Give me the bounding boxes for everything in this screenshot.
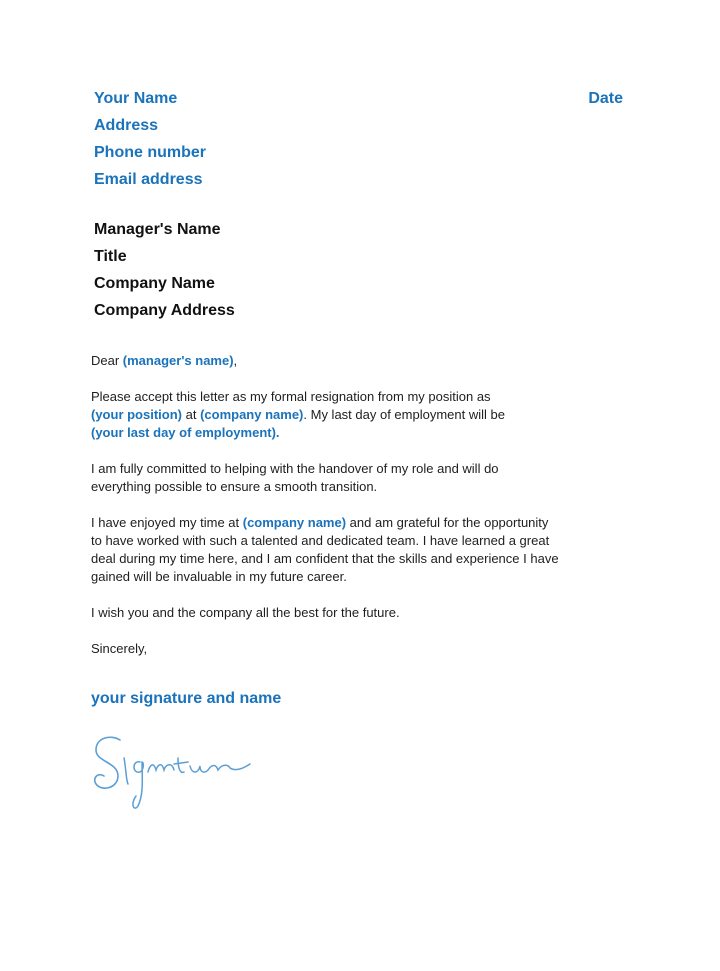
p1-at: at <box>182 407 201 422</box>
recipient-title: Title <box>94 248 127 265</box>
paragraph-resignation <box>91 388 631 442</box>
sender-email: Email address <box>94 171 203 188</box>
recipient-company-name: Company Name <box>94 275 215 292</box>
sender-address: Address <box>94 117 159 134</box>
fill-last-day: (your last day of employment). <box>91 425 280 440</box>
paragraph-gratitude <box>91 514 631 586</box>
paragraph-wishes: I wish you and the company all the best for the future. <box>91 605 400 620</box>
letter-body <box>91 352 631 658</box>
signature-label: your signature and name <box>91 690 282 707</box>
p1-last-day-text: . My last day of employment will be <box>303 407 505 422</box>
closing: Sincerely, <box>91 641 148 656</box>
letter-date: Date <box>588 90 623 107</box>
fill-company-name: (company name) <box>200 407 304 422</box>
recipient-company-address: Company Address <box>94 302 235 319</box>
fill-your-position: (your position) <box>91 407 182 422</box>
handwritten-signature <box>88 728 268 818</box>
recipient-manager-name: Manager's Name <box>94 221 221 238</box>
p2-line2: everything possible to ensure a smooth transition. <box>91 479 378 494</box>
p2-line1: I am fully committed to helping with the handover of my role and will do <box>91 461 499 476</box>
p3-end: and am grateful for the opportunity <box>346 515 549 530</box>
p3-start: I have enjoyed my time at <box>91 515 243 530</box>
sender-name: Your Name <box>94 90 178 107</box>
fill-company-name-2: (company name) <box>242 515 347 530</box>
p3-line2: to have worked with such a talented and dedicated team. I have learned a great <box>91 533 550 548</box>
recipient-block <box>94 219 235 327</box>
paragraph-handover <box>91 460 631 496</box>
sender-block <box>94 88 654 196</box>
salutation <box>91 352 631 370</box>
p3-line4: gained will be invaluable in my future career. <box>91 569 347 584</box>
salutation-prefix: Dear <box>91 353 123 368</box>
p3-line3: deal during my time here, and I am confident that the skills and experience I have <box>91 551 559 566</box>
salutation-fill: (manager's name) <box>122 353 234 368</box>
sender-phone: Phone number <box>94 144 207 161</box>
salutation-suffix: , <box>233 353 238 368</box>
p1-line1: Please accept this letter as my formal resignation from my position as <box>91 389 491 404</box>
